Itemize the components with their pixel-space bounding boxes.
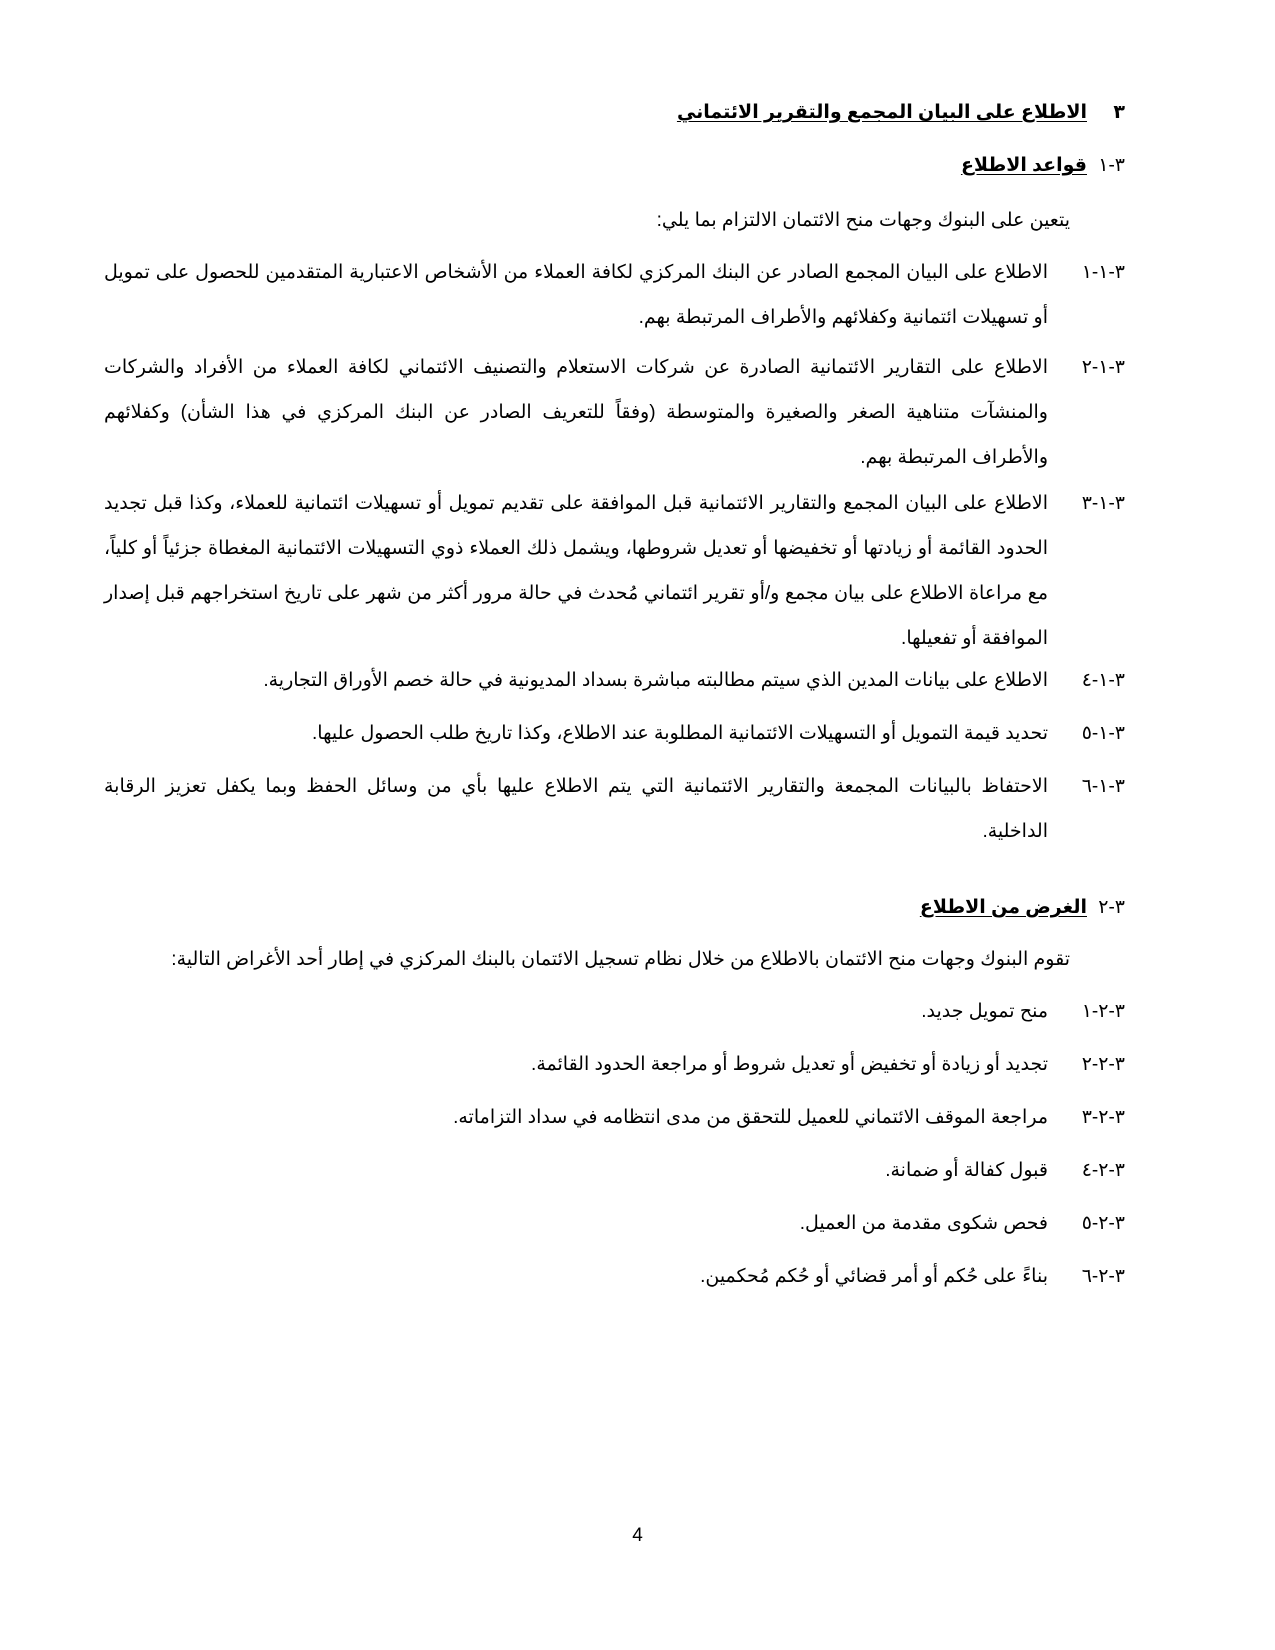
purpose-item-number: ٣-٢-٥ — [1081, 1213, 1125, 1234]
purpose-item-text: بناءً على حُكم أو أمر قضائي أو حُكم مُحكمين. — [700, 1266, 1048, 1287]
rules-item — [104, 345, 1125, 480]
rules-number: ٣-١ — [1098, 155, 1125, 176]
purpose-item-number: ٣-٢-٤ — [1081, 1160, 1125, 1181]
rules-heading — [961, 154, 1125, 178]
rules-item-text: الاطلاع على بيانات المدين الذي سيتم مطالبته مباشرة بسداد المديونية في حالة خصم الأوراق التجارية. — [263, 670, 1048, 691]
rules-item-number: ٣-١-١ — [1081, 262, 1125, 283]
purpose-item — [104, 989, 1125, 1034]
rules-item-number: ٣-١-٤ — [1081, 670, 1125, 691]
purpose-item-text: قبول كفالة أو ضمانة. — [885, 1160, 1048, 1181]
purpose-item-number: ٣-٢-٣ — [1081, 1107, 1125, 1128]
purpose-item — [104, 1095, 1125, 1140]
purpose-item-text: فحص شكوى مقدمة من العميل. — [799, 1213, 1048, 1234]
rules-item-number: ٣-١-٦ — [1081, 776, 1125, 797]
purpose-item-text: مراجعة الموقف الائتماني للعميل للتحقق من مدى انتظامه في سداد التزاماته. — [453, 1107, 1048, 1128]
rules-item-number: ٣-١-٣ — [1081, 493, 1125, 514]
purpose-item — [104, 1148, 1125, 1193]
rules-item — [104, 481, 1125, 661]
page-number: 4 — [632, 1525, 643, 1546]
purpose-number: ٣-٢ — [1098, 897, 1125, 918]
section-title: الاطلاع على البيان المجمع والتقرير الائتماني — [676, 102, 1087, 123]
purpose-item-number: ٣-٢-٢ — [1081, 1054, 1125, 1075]
rules-item — [104, 250, 1125, 340]
rules-item — [104, 658, 1125, 703]
purpose-heading — [920, 896, 1125, 920]
rules-title: قواعد الاطلاع — [960, 155, 1087, 176]
rules-item-text: الاطلاع على البيان المجمع والتقارير الائتمانية قبل الموافقة على تقديم تمويل أو تسهيلات ائتمانية للعملاء، وكذا قبل تجديد الحدود القائمة أو زيادتها أو تخفيضها أو تعديل شروطها، ويشمل ذلك العملاء ذوي التسهيلات الائتمانية المغطاة جزئياً أو كلياً، مع مراعاة الاطلاع على بيان مجمع و/أو تقرير ائتماني مُحدث في حالة مرور أكثر من شهر على تاريخ استخراجهم قبل إصدار الموافقة أو تفعيلها. — [104, 493, 1048, 649]
rules-item-text: الاطلاع على التقارير الائتمانية الصادرة عن شركات الاستعلام والتصنيف الائتماني لكافة العملاء من الأفراد والشركات والمنشآت متناهية الصغر والصغيرة والمتوسطة (وفقاً للتعريف الصادر عن البنك المركزي في هذا الشأن) وكفلائهم والأطراف المرتبطة بهم. — [104, 357, 1048, 468]
rules-item — [104, 764, 1125, 854]
purpose-intro: تقوم البنوك وجهات منح الائتمان بالاطلاع من خلال نظام تسجيل الائتمان بالبنك المركزي في إطار أحد الأغراض التالية: — [171, 949, 1070, 970]
purpose-item-text: منح تمويل جديد. — [921, 1001, 1048, 1022]
rules-item-text: تحديد قيمة التمويل أو التسهيلات الائتمانية المطلوبة عند الاطلاع، وكذا تاريخ طلب الحصول عليها. — [312, 723, 1048, 744]
purpose-item-number: ٣-٢-١ — [1081, 1001, 1125, 1022]
rules-item-text: الاطلاع على البيان المجمع الصادر عن البنك المركزي لكافة العملاء من الأشخاص الاعتبارية المتقدمين للحصول على تمويل أو تسهيلات ائتمانية وكفلائهم والأطراف المرتبطة بهم. — [104, 262, 1048, 328]
purpose-item-number: ٣-٢-٦ — [1081, 1266, 1125, 1287]
rules-item — [104, 711, 1125, 756]
purpose-item — [104, 1201, 1125, 1246]
purpose-item — [104, 1042, 1125, 1087]
rules-item-number: ٣-١-٢ — [1081, 357, 1125, 378]
section-heading — [677, 101, 1125, 125]
section-number: ٣ — [1113, 102, 1125, 123]
purpose-item-text: تجديد أو زيادة أو تخفيض أو تعديل شروط أو مراجعة الحدود القائمة. — [531, 1054, 1048, 1075]
purpose-title: الغرض من الاطلاع — [919, 897, 1087, 918]
rules-item-text: الاحتفاظ بالبيانات المجمعة والتقارير الائتمانية التي يتم الاطلاع عليها بأي من وسائل الحفظ وبما يكفل تعزيز الرقابة الداخلية. — [104, 776, 1048, 842]
rules-intro: يتعين على البنوك وجهات منح الائتمان الالتزام بما يلي: — [656, 210, 1070, 231]
rules-item-number: ٣-١-٥ — [1081, 723, 1125, 744]
purpose-item — [104, 1254, 1125, 1299]
